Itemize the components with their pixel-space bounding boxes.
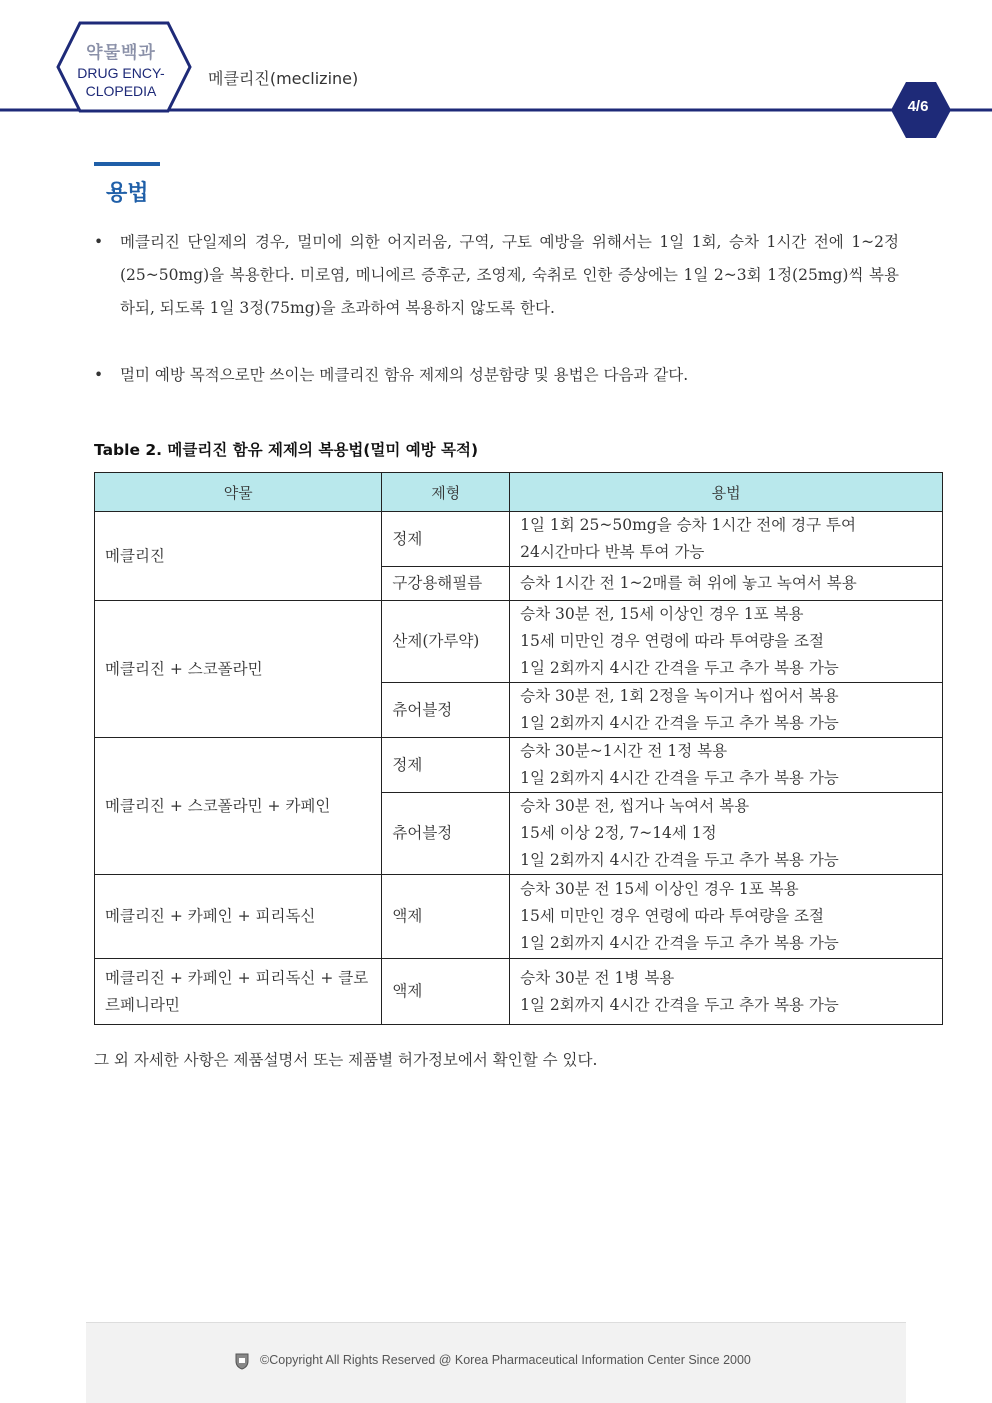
usage-line: 승차 30분~1시간 전 1정 복용 (520, 742, 728, 760)
usage-line: 승차 30분 전, 15세 이상인 경우 1포 복용 (520, 605, 804, 623)
logo-korean: 약물백과 (86, 43, 156, 63)
bullet-dot-icon: • (94, 366, 104, 384)
usage-line: 승차 1시간 전 1~2매를 혀 위에 놓고 녹여서 복용 (520, 574, 857, 592)
page-number: 4/6 (907, 98, 929, 115)
usage-line: 승차 30분 전 1병 복용 (520, 968, 675, 987)
usage-line: 1일 2회까지 4시간 간격을 두고 추가 복용 가능 (520, 851, 839, 869)
form-cell: 정제 (382, 738, 510, 793)
drug-title: 메클리진(meclizine) (208, 69, 359, 88)
table-row (95, 738, 943, 793)
usage-line: 승차 30분 전, 1회 2정을 녹이거나 씹어서 복용 (520, 687, 839, 705)
copyright-text: ©Copyright All Rights Reserved @ Korea Pharmaceutical Information Center Since 2000 (260, 1353, 751, 1367)
drug-cell: 메클리진 + 카페인 + 피리독신 (95, 875, 382, 959)
usage-cell (510, 738, 943, 793)
usage-line: 24시간마다 반복 투여 가능 (520, 543, 705, 561)
usage-cell (510, 601, 943, 683)
bullet-text: 멀미 예방 목적으로만 쓰이는 메클리진 함유 제제의 성분함량 및 용법은 다음과 같다. (120, 366, 689, 384)
usage-line: 1일 2회까지 4시간 간격을 두고 추가 복용 가능 (520, 934, 839, 952)
table-header-row (95, 473, 943, 512)
usage-line: 승차 30분 전, 씹거나 녹여서 복용 (520, 797, 750, 815)
bullet-item (94, 359, 899, 392)
shield-logo-icon (234, 1352, 250, 1370)
usage-line: 1일 2회까지 4시간 간격을 두고 추가 복용 가능 (520, 659, 839, 677)
table-row (95, 875, 943, 959)
header-drug: 약물 (95, 473, 382, 512)
form-cell: 정제 (382, 512, 510, 567)
usage-line: 1일 2회까지 4시간 간격을 두고 추가 복용 가능 (520, 995, 839, 1014)
logo-english-line2: CLOPEDIA (85, 83, 157, 99)
usage-cell (510, 959, 943, 1025)
dosage-table (94, 472, 943, 1025)
bullet-dot-icon: • (94, 233, 104, 251)
table-row (95, 959, 943, 1025)
table-row (95, 512, 943, 567)
bullet-item (94, 226, 899, 325)
usage-line: 1일 2회까지 4시간 간격을 두고 추가 복용 가능 (520, 714, 839, 732)
form-cell: 츄어블정 (382, 793, 510, 875)
usage-cell (510, 875, 943, 959)
section-title: 용법 (106, 181, 149, 206)
usage-line: 15세 미만인 경우 연령에 따라 투여량을 조절 (520, 907, 824, 925)
usage-cell (510, 567, 943, 601)
header-form: 제형 (382, 473, 510, 512)
form-cell: 액제 (382, 959, 510, 1025)
table-caption: Table 2. 메클리진 함유 제제의 복용법(멀미 예방 목적) (94, 441, 479, 459)
table-row (95, 601, 943, 683)
drug-cell: 메클리진 (95, 512, 382, 601)
section-accent-bar (94, 162, 160, 166)
logo (56, 42, 186, 100)
usage-cell (510, 683, 943, 738)
form-cell: 액제 (382, 875, 510, 959)
bullet-text: 메클리진 단일제의 경우, 멀미에 의한 어지러움, 구역, 구토 예방을 위해서는 1일 1회, 승차 1시간 전에 1~2정(25~50mg)을 복용한다. 미로염, 메니에르 증후군, 조영제, 숙취로 인한 증상에는 1일 2~3회 1정(25mg)씩 복용하되, 되도록 1일 3정(75mg)을 초과하여 복용하지 않도록 한다. (120, 233, 899, 317)
drug-cell: 메클리진 + 카페인 + 피리독신 + 클로르페니라민 (95, 959, 382, 1025)
usage-line: 1일 1회 25~50mg을 승차 1시간 전에 경구 투여 (520, 516, 856, 534)
usage-line: 15세 미만인 경우 연령에 따라 투여량을 조절 (520, 632, 824, 650)
drug-cell: 메클리진 + 스코폴라민 (95, 601, 382, 738)
usage-cell (510, 793, 943, 875)
usage-cell (510, 512, 943, 567)
page-header (0, 0, 992, 150)
form-cell: 산제(가루약) (382, 601, 510, 683)
drug-cell: 메클리진 + 스코폴라민 + 카페인 (95, 738, 382, 875)
usage-line: 1일 2회까지 4시간 간격을 두고 추가 복용 가능 (520, 769, 839, 787)
header-usage: 용법 (510, 473, 943, 512)
usage-line: 15세 이상 2정, 7~14세 1정 (520, 824, 717, 842)
form-cell: 구강용해필름 (382, 567, 510, 601)
footnote: 그 외 자세한 사항은 제품설명서 또는 제품별 허가정보에서 확인할 수 있다. (94, 1051, 598, 1069)
logo-english-line1: DRUG ENCY- (77, 65, 165, 81)
usage-line: 승차 30분 전 15세 이상인 경우 1포 복용 (520, 880, 799, 898)
form-cell: 츄어블정 (382, 683, 510, 738)
